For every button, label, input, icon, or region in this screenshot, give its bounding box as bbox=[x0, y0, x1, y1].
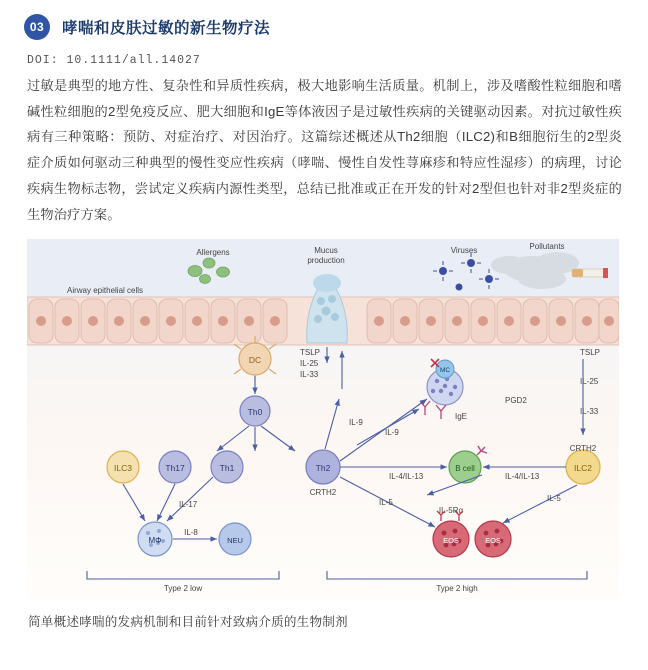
svg-text:IL-5: IL-5 bbox=[379, 498, 393, 508]
abstract-text: 过敏是典型的地方性、复杂性和异质性疾病，极大地影响生活质量。机制上，涉及嗜酸性粒细胞和嗜碱性粒细胞的2型免疫反应、肥大细胞和IgE等体液因子是过敏性疾病的关键驱动因素。对抗过敏性疾病有三种策略：预防、对症治疗、对因治疗。这篇综述概述从Th2细胞（ILC2)和B细胞衍生的2型炎症介质如何驱动三种典型的慢性变应性疾病（哮喘、慢性自发性荨麻疹和特应性湿疹）的病理，讨论疾病生物标志物，尝试定义疾病内源性类型，总结已批准或正在开发的针对2型但也针对非2型炎症的生物治疗方案。 bbox=[27, 78, 622, 222]
svg-text:IL-25: IL-25 bbox=[580, 377, 599, 387]
svg-text:Th0: Th0 bbox=[247, 407, 263, 418]
svg-text:IL-5Rα: IL-5Rα bbox=[438, 506, 464, 516]
svg-text:ILC3: ILC3 bbox=[114, 463, 132, 474]
svg-text:IL-9: IL-9 bbox=[385, 428, 399, 438]
svg-text:Type 2 low: Type 2 low bbox=[163, 584, 203, 594]
svg-text:DC: DC bbox=[248, 355, 262, 366]
svg-text:Allergens: Allergens bbox=[196, 248, 230, 258]
svg-text:MC: MC bbox=[439, 367, 451, 375]
svg-text:IL-5: IL-5 bbox=[547, 494, 561, 504]
figure-image bbox=[27, 239, 619, 599]
svg-text:Th17: Th17 bbox=[165, 463, 185, 474]
svg-text:EOS: EOS bbox=[485, 536, 501, 546]
svg-text:NEU: NEU bbox=[227, 536, 243, 546]
svg-text:Th2: Th2 bbox=[315, 463, 331, 474]
svg-text:CRTH2: CRTH2 bbox=[309, 488, 337, 498]
doi-text: DOI: 10.1111/all.14027 bbox=[27, 54, 201, 67]
svg-text:IL-17: IL-17 bbox=[179, 500, 198, 510]
svg-text:IL-9: IL-9 bbox=[349, 418, 363, 428]
svg-text:Mucus: Mucus bbox=[314, 246, 338, 256]
svg-text:IL-33: IL-33 bbox=[300, 370, 319, 380]
article-header bbox=[24, 14, 624, 40]
svg-text:Viruses: Viruses bbox=[450, 246, 478, 256]
svg-text:Pollutants: Pollutants bbox=[529, 242, 565, 252]
figure-caption: 简单概述哮喘的发病机制和目前针对致病介质的生物制剂 bbox=[28, 615, 348, 630]
article-number-badge: 03 bbox=[24, 14, 50, 40]
svg-text:IL-4/IL-13: IL-4/IL-13 bbox=[389, 472, 424, 482]
svg-text:Th1: Th1 bbox=[219, 463, 235, 474]
svg-text:IL-25: IL-25 bbox=[300, 359, 319, 369]
svg-text:EOS: EOS bbox=[443, 536, 459, 546]
svg-text:PGD2: PGD2 bbox=[505, 396, 527, 406]
svg-text:CRTH2: CRTH2 bbox=[569, 444, 597, 454]
page-title: 哮喘和皮肤过敏的新生物疗法 bbox=[62, 20, 271, 37]
svg-text:TSLP: TSLP bbox=[580, 348, 601, 358]
svg-text:production: production bbox=[307, 256, 345, 266]
svg-text:Type 2 high: Type 2 high bbox=[436, 584, 478, 594]
svg-text:TSLP: TSLP bbox=[300, 348, 321, 358]
svg-text:ILC2: ILC2 bbox=[574, 463, 592, 474]
svg-text:B cell: B cell bbox=[455, 464, 475, 474]
svg-text:IgE: IgE bbox=[455, 412, 468, 422]
svg-text:MΦ: MΦ bbox=[148, 536, 162, 546]
svg-text:IL-4/IL-13: IL-4/IL-13 bbox=[505, 472, 540, 482]
svg-text:IL-33: IL-33 bbox=[580, 407, 599, 417]
svg-text:IL-8: IL-8 bbox=[184, 528, 198, 538]
svg-text:Airway epithelial cells: Airway epithelial cells bbox=[67, 286, 144, 296]
